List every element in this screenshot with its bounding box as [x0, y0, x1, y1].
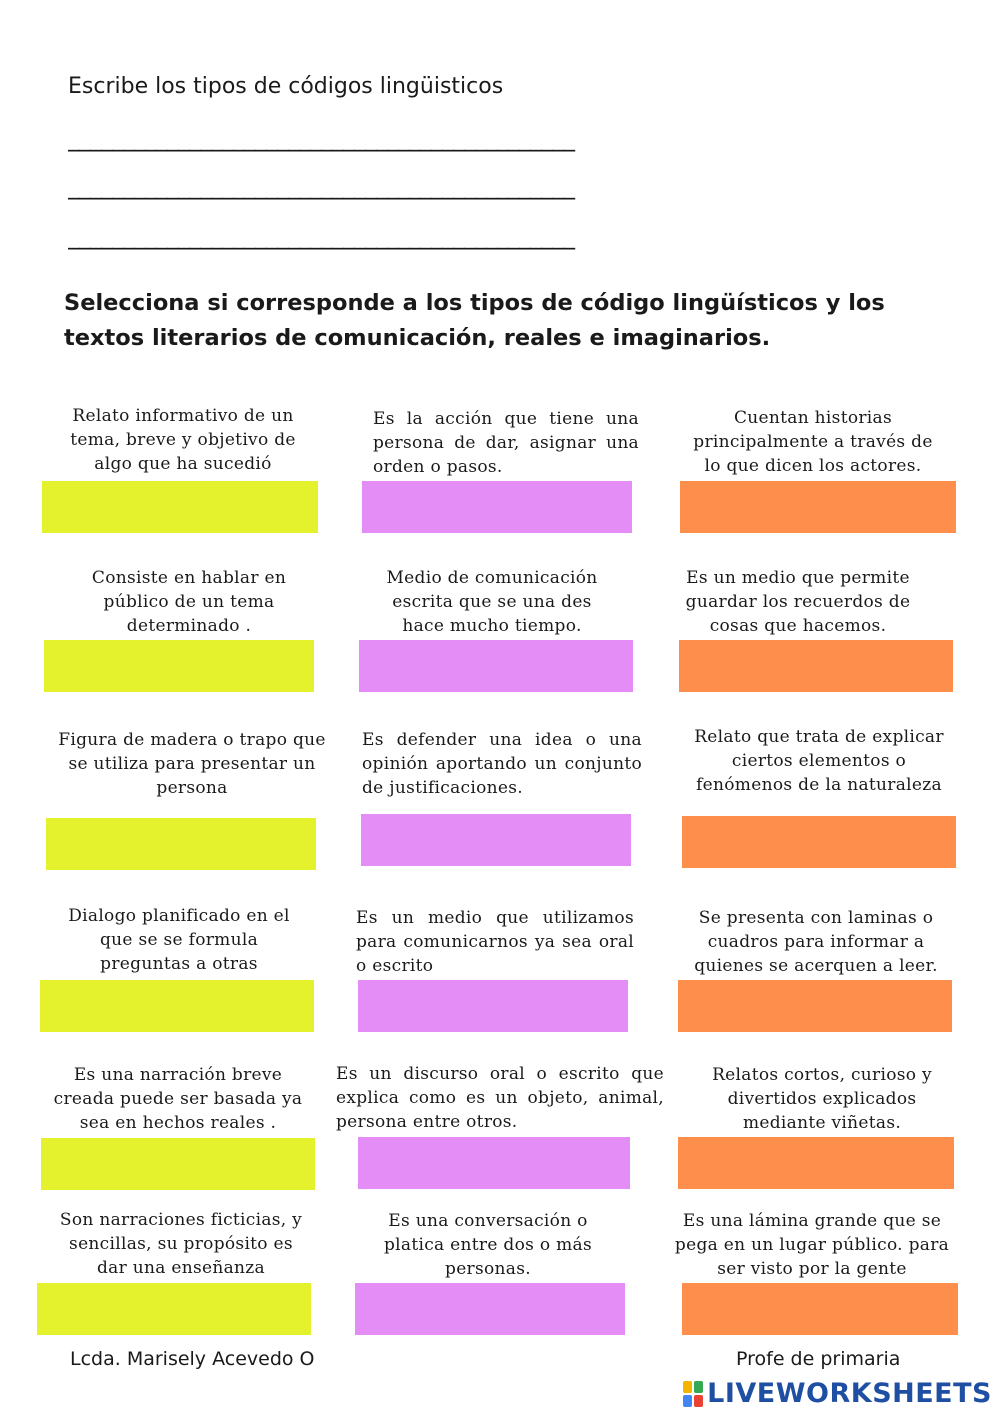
clue-6: Es un medio que permite guardar los recuerdos de cosas que hacemos.	[685, 568, 911, 636]
answer-box-4[interactable]	[44, 640, 314, 692]
clue-18: Es una lámina grande que se pega en un lugar público. para ser visto por la gente	[674, 1211, 950, 1279]
answer-box-3[interactable]	[680, 481, 956, 533]
answer-box-13[interactable]	[41, 1138, 315, 1190]
liveworksheets-brand	[683, 1378, 992, 1409]
clue-10: Dialogo planificado en el que se se formula preguntas a otras	[68, 906, 290, 974]
answer-box-7[interactable]	[46, 818, 316, 870]
clue-17: Es una conversación o platica entre dos o más personas.	[384, 1211, 592, 1279]
answer-line-2[interactable]: ______________________________________________	[68, 172, 574, 200]
clue-4: Consiste en hablar en público de un tema determinado .	[91, 568, 287, 636]
answer-box-5[interactable]	[359, 640, 633, 692]
clue-3: Cuentan historias principalmente a través de lo que dicen los actores.	[693, 408, 933, 476]
answer-box-9[interactable]	[682, 816, 956, 868]
brand-name: LIVEWORKSHEETS	[707, 1378, 992, 1409]
clue-1: Relato informativo de un tema, breve y objetivo de algo que ha sucedió	[70, 406, 296, 474]
clue-7: Figura de madera o trapo que se utiliza para presentar un persona	[58, 730, 326, 798]
liveworksheets-logo-icon	[683, 1381, 703, 1407]
answer-line-3[interactable]: ______________________________________________	[68, 222, 574, 250]
answer-line-1[interactable]: ______________________________________________	[68, 124, 574, 152]
clue-15: Relatos cortos, curioso y divertidos explicados mediante viñetas.	[712, 1065, 932, 1133]
clue-8: Es defender una idea o una opinión aportando un conjunto de justificaciones.	[362, 730, 642, 798]
clue-2: Es la acción que tiene una persona de dar, asignar una orden o pasos.	[373, 409, 639, 477]
clue-9: Relato que trata de explicar ciertos elementos o fenómenos de la naturaleza	[694, 727, 944, 795]
answer-box-14[interactable]	[358, 1137, 630, 1189]
answer-box-18[interactable]	[682, 1283, 958, 1335]
answer-box-12[interactable]	[678, 980, 952, 1032]
author-name: Lcda. Marisely Acevedo O	[70, 1348, 315, 1370]
answer-box-11[interactable]	[358, 980, 628, 1032]
answer-box-16[interactable]	[37, 1283, 311, 1335]
answer-box-1[interactable]	[42, 481, 318, 533]
clue-5: Medio de comunicación escrita que se una des hace mucho tiempo.	[386, 568, 598, 636]
answer-box-6[interactable]	[679, 640, 953, 692]
answer-box-8[interactable]	[361, 814, 631, 866]
instructions: Selecciona si corresponde a los tipos de código lingüísticos y los textos literarios de comunicación, reales e imaginarios.	[64, 290, 885, 351]
answer-box-15[interactable]	[678, 1137, 954, 1189]
question-title: Escribe los tipos de códigos lingüisticos	[68, 74, 504, 99]
author-role: Profe de primaria	[736, 1348, 901, 1370]
clue-13: Es una narración breve creada puede ser basada ya sea en hechos reales .	[53, 1065, 303, 1133]
answer-box-10[interactable]	[40, 980, 314, 1032]
clue-11: Es un medio que utilizamos para comunicarnos ya sea oral o escrito	[356, 908, 634, 976]
clue-14: Es un discurso oral o escrito que explica como es un objeto, animal, persona entre otros.	[336, 1064, 664, 1132]
answer-box-17[interactable]	[355, 1283, 625, 1335]
answer-box-2[interactable]	[362, 481, 632, 533]
clue-12: Se presenta con laminas o cuadros para informar a quienes se acerquen a leer.	[694, 908, 938, 976]
clue-16: Son narraciones ficticias, y sencillas, su propósito es dar una enseñanza	[59, 1210, 303, 1278]
